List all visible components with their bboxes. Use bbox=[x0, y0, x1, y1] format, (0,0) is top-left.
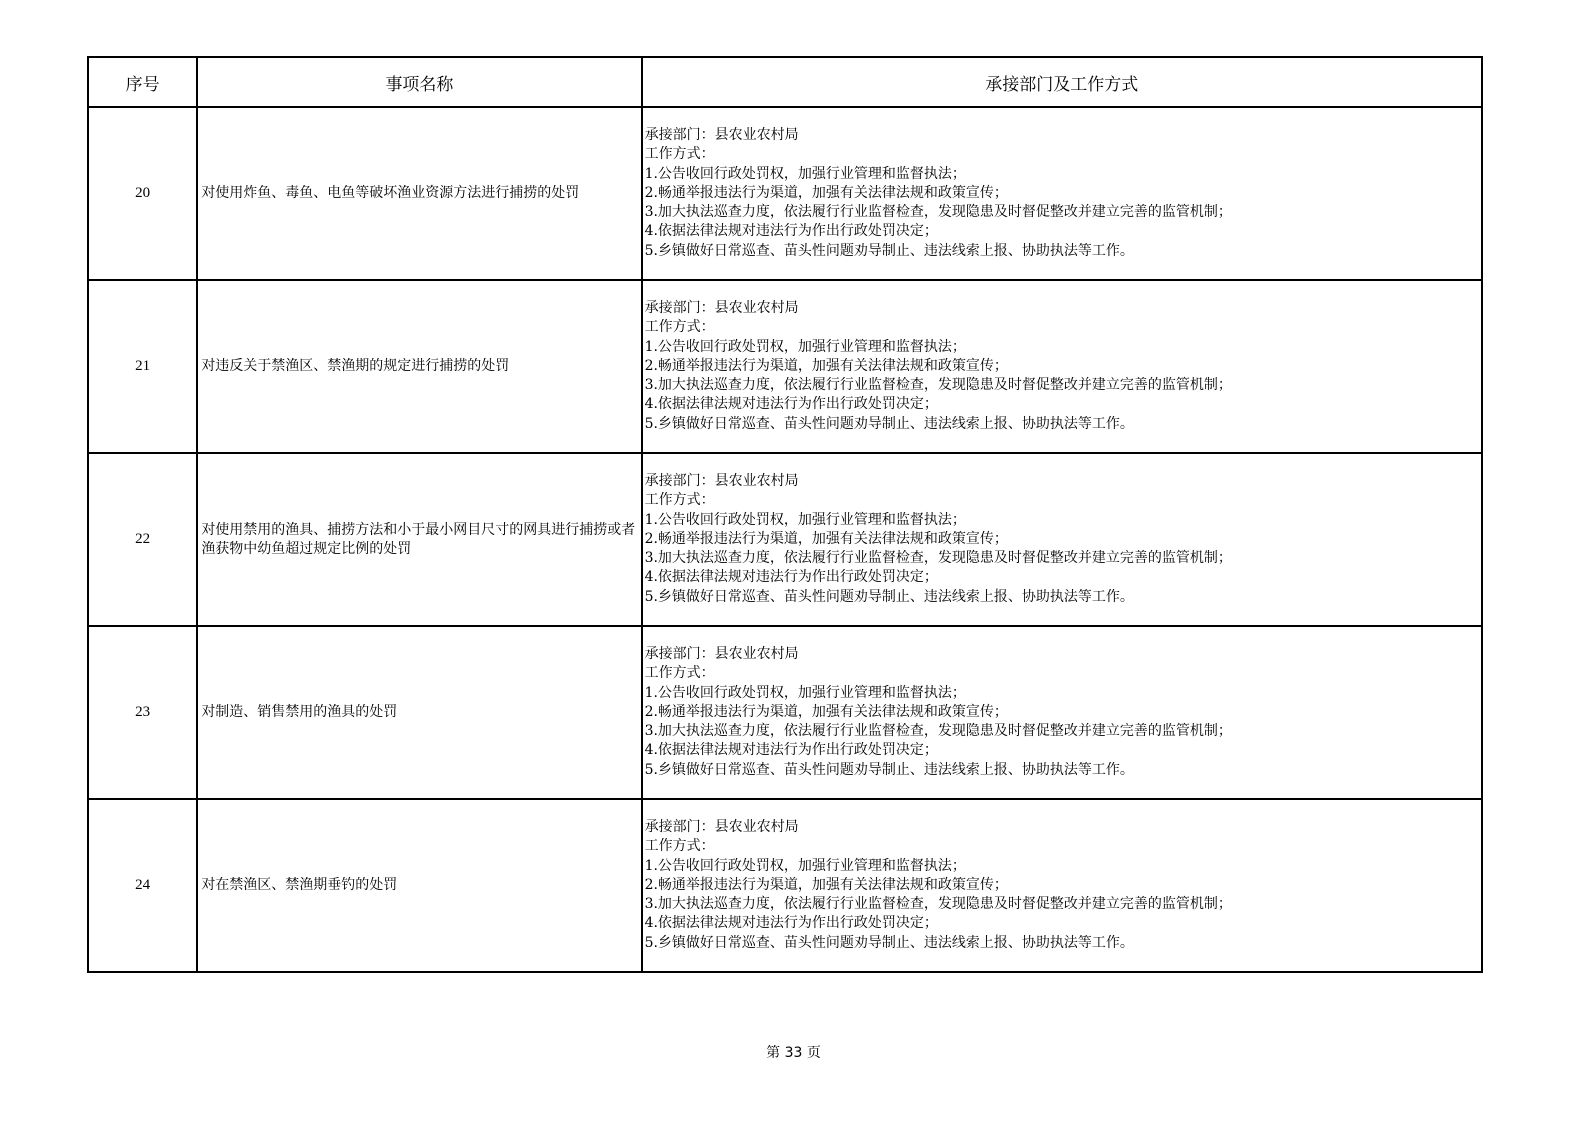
dept-way-line: 2.畅通举报违法行为渠道，加强有关法律法规和政策宣传； bbox=[644, 184, 1008, 201]
dept-way-line: 1.公告收回行政处罚权，加强行业管理和监督执法； bbox=[644, 511, 966, 528]
row-item-name: 对使用禁用的渔具、捕捞方法和小于最小网目尺寸的网具进行捕捞或者渔获物中幼鱼超过规定比例的处罚 bbox=[197, 453, 641, 626]
dept-way-line: 3.加大执法巡查力度，依法履行行业监督检查，发现隐患及时督促整改并建立完善的监管机制； bbox=[644, 723, 1232, 740]
row-dept-way bbox=[642, 626, 1482, 799]
dept-way-line: 4.依据法律法规对违法行为作出行政处罚决定； bbox=[644, 569, 938, 586]
dept-way-line: 工作方式： bbox=[644, 492, 715, 509]
dept-way-line: 2.畅通举报违法行为渠道，加强有关法律法规和政策宣传； bbox=[644, 876, 1008, 893]
dept-way-line: 2.畅通举报违法行为渠道，加强有关法律法规和政策宣传； bbox=[644, 530, 1008, 547]
dept-way-line: 承接部门：县农业农村局 bbox=[644, 472, 799, 489]
row-item-name: 对制造、销售禁用的渔具的处罚 bbox=[197, 626, 641, 799]
dept-way-line: 2.畅通举报违法行为渠道，加强有关法律法规和政策宣传； bbox=[644, 703, 1008, 720]
dept-way-line: 1.公告收回行政处罚权，加强行业管理和监督执法； bbox=[644, 684, 966, 701]
dept-way-line: 3.加大执法巡查力度，依法履行行业监督检查，发现隐患及时督促整改并建立完善的监管机制； bbox=[644, 550, 1232, 567]
dept-way-line: 5.乡镇做好日常巡查、苗头性问题劝导制止、违法线索上报、协助执法等工作。 bbox=[644, 415, 1134, 432]
header-seq: 序号 bbox=[88, 57, 197, 107]
dept-way-line: 4.依据法律法规对违法行为作出行政处罚决定； bbox=[644, 915, 938, 932]
dept-way-line: 4.依据法律法规对违法行为作出行政处罚决定； bbox=[644, 742, 938, 759]
dept-way-line: 工作方式： bbox=[644, 146, 715, 163]
dept-way-line: 工作方式： bbox=[644, 665, 715, 682]
table-body bbox=[88, 107, 1482, 972]
dept-way-line: 工作方式： bbox=[644, 319, 715, 336]
dept-way-line: 1.公告收回行政处罚权，加强行业管理和监督执法； bbox=[644, 857, 966, 874]
dept-way-line: 3.加大执法巡查力度，依法履行行业监督检查，发现隐患及时督促整改并建立完善的监管机制； bbox=[644, 896, 1232, 913]
dept-way-line: 3.加大执法巡查力度，依法履行行业监督检查，发现隐患及时督促整改并建立完善的监管机制； bbox=[644, 377, 1232, 394]
dept-way-line: 3.加大执法巡查力度，依法履行行业监督检查，发现隐患及时督促整改并建立完善的监管机制； bbox=[644, 204, 1232, 221]
dept-way-line: 5.乡镇做好日常巡查、苗头性问题劝导制止、违法线索上报、协助执法等工作。 bbox=[644, 934, 1134, 951]
row-dept-way bbox=[642, 107, 1482, 280]
row-seq: 23 bbox=[88, 626, 197, 799]
row-seq: 20 bbox=[88, 107, 197, 280]
dept-way-line: 承接部门：县农业农村局 bbox=[644, 299, 799, 316]
row-seq: 21 bbox=[88, 280, 197, 453]
header-dept-way: 承接部门及工作方式 bbox=[642, 57, 1482, 107]
dept-way-line: 承接部门：县农业农村局 bbox=[644, 818, 799, 835]
page-number: 第 33 页 bbox=[766, 1045, 821, 1061]
table-row bbox=[88, 626, 1482, 799]
dept-way-line: 4.依据法律法规对违法行为作出行政处罚决定； bbox=[644, 223, 938, 240]
row-dept-way bbox=[642, 453, 1482, 626]
table-row bbox=[88, 107, 1482, 280]
dept-way-line: 工作方式： bbox=[644, 838, 715, 855]
row-seq: 24 bbox=[88, 799, 197, 972]
row-dept-way bbox=[642, 280, 1482, 453]
dept-way-line: 4.依据法律法规对违法行为作出行政处罚决定； bbox=[644, 396, 938, 413]
row-dept-way bbox=[642, 799, 1482, 972]
header-row bbox=[88, 57, 1482, 107]
dept-way-line: 5.乡镇做好日常巡查、苗头性问题劝导制止、违法线索上报、协助执法等工作。 bbox=[644, 242, 1134, 259]
dept-way-line: 2.畅通举报违法行为渠道，加强有关法律法规和政策宣传； bbox=[644, 357, 1008, 374]
row-seq: 22 bbox=[88, 453, 197, 626]
row-item-name: 对违反关于禁渔区、禁渔期的规定进行捕捞的处罚 bbox=[197, 280, 641, 453]
dept-way-line: 承接部门：县农业农村局 bbox=[644, 645, 799, 662]
dept-way-line: 1.公告收回行政处罚权，加强行业管理和监督执法； bbox=[644, 165, 966, 182]
dept-way-line: 5.乡镇做好日常巡查、苗头性问题劝导制止、违法线索上报、协助执法等工作。 bbox=[644, 588, 1134, 605]
row-item-name: 对在禁渔区、禁渔期垂钓的处罚 bbox=[197, 799, 641, 972]
header-item-name: 事项名称 bbox=[197, 57, 641, 107]
row-item-name: 对使用炸鱼、毒鱼、电鱼等破坏渔业资源方法进行捕捞的处罚 bbox=[197, 107, 641, 280]
dept-way-line: 承接部门：县农业农村局 bbox=[644, 126, 799, 143]
dept-way-line: 5.乡镇做好日常巡查、苗头性问题劝导制止、违法线索上报、协助执法等工作。 bbox=[644, 761, 1134, 778]
table-row bbox=[88, 453, 1482, 626]
table-row bbox=[88, 280, 1482, 453]
items-table bbox=[87, 56, 1483, 973]
table-row bbox=[88, 799, 1482, 972]
dept-way-line: 1.公告收回行政处罚权，加强行业管理和监督执法； bbox=[644, 338, 966, 355]
